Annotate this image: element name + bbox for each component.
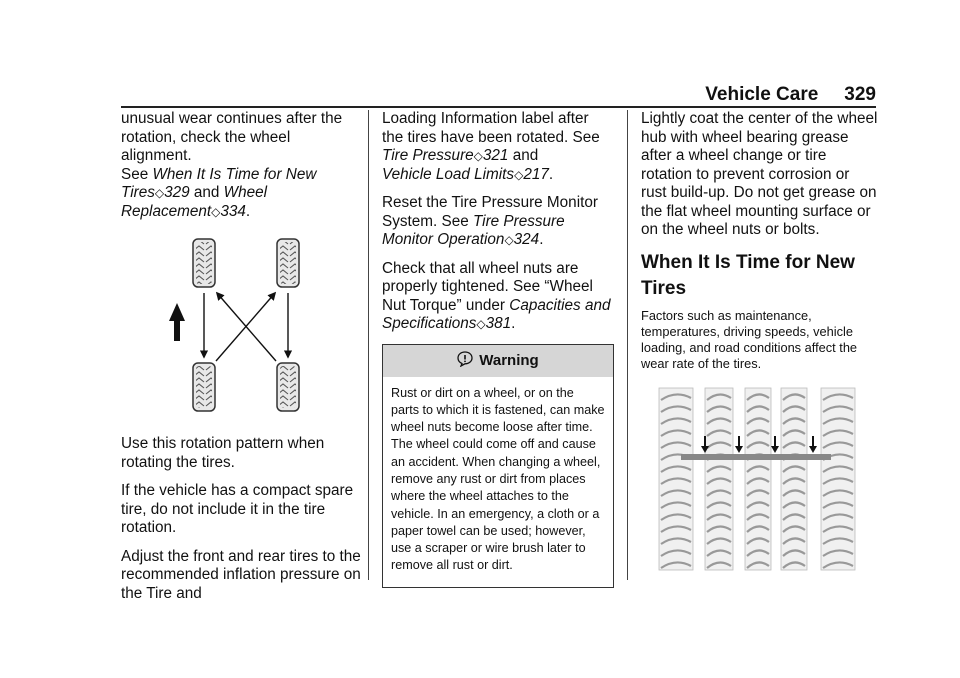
- tire-icon: [277, 239, 299, 287]
- text: and: [512, 147, 539, 164]
- link-wheel-replacement[interactable]: Wheel Replacement: [121, 184, 268, 220]
- page-ref[interactable]: 324: [513, 231, 540, 248]
- paragraph: Factors such as maintenance, temperatures, driving speeds, vehicle loading, and road conditions affect the wear rate of the tires.: [641, 307, 858, 371]
- arrow-icon: [809, 446, 817, 453]
- wear-bar: [681, 454, 831, 460]
- link-tire-pressure[interactable]: Tire Pressure: [382, 147, 474, 164]
- arrow-icon: [217, 293, 276, 361]
- forward-arrow-icon: [169, 303, 185, 341]
- warning-title: Warning: [479, 351, 539, 369]
- page-ref-icon: ◇: [211, 204, 221, 219]
- header-rule: [121, 106, 876, 108]
- page-ref-icon: ◇: [473, 149, 483, 163]
- paragraph: Adjust the front and rear tires to the recommended inflation pressure on the Tire and: [121, 547, 361, 602]
- section-title: Vehicle Care: [705, 84, 819, 105]
- page-ref-icon: ◇: [514, 167, 524, 182]
- paragraph: Lightly coat the center of the wheel hub with wheel bearing grease after a wheel change or tire rotation to prevent corrosion or rust build-up. Do not get grease on the flat wheel mounting surface or on the wheel nuts or bolts.: [641, 110, 878, 238]
- section-heading: When It Is Time for New Tires: [641, 251, 855, 299]
- text: and: [193, 184, 220, 201]
- arrow-icon: [771, 446, 779, 453]
- link-capacities-specs[interactable]: Capacities and Specifications: [382, 296, 611, 332]
- text: See: [572, 128, 600, 146]
- column-divider-2: [627, 110, 628, 580]
- column-1: [121, 110, 361, 613]
- column-2: [382, 110, 614, 588]
- tire-icon: [193, 239, 215, 287]
- tread-wear-diagram: [641, 386, 879, 596]
- text: Reset the Tire Pressure Monitor System. See: [382, 194, 598, 230]
- paragraph: If the vehicle has a compact spare tire, do not include it in the tire rotation.: [121, 482, 354, 536]
- running-header: [0, 84, 876, 106]
- text: Loading Information label after the tires have been rotated.: [382, 110, 589, 146]
- warning-text: Rust or dirt on a wheel, or on the parts to which it is fastened, can make wheel nuts become loose after time. The wheel could come off and cause an accident. When changing a wheel, remove any rust or dirt from places where the wheel attaches to the vehicle. In an emergency, a cloth or a paper towel can be used; however, use a scraper or wire brush later to remove all rust or dirt.: [391, 385, 605, 573]
- arrow-icon: [216, 293, 275, 361]
- tire-icon: [277, 363, 299, 411]
- arrow-icon: [735, 446, 743, 453]
- page-ref[interactable]: 334: [220, 202, 246, 220]
- page-number: 329: [844, 84, 876, 105]
- link-tpms-operation[interactable]: Tire Pressure Monitor Operation: [382, 212, 565, 248]
- paragraph: Loading Information label after the tires have been rotated. See Tire Pressure◇321 and Vehicle Load Limits◇217.: [382, 110, 600, 183]
- column-3: [641, 110, 879, 596]
- warning-header: [383, 345, 613, 377]
- page-ref-icon: ◇: [504, 233, 514, 247]
- paragraph: Reset the Tire Pressure Monitor System. See Tire Pressure Monitor Operation◇324.: [382, 194, 598, 248]
- text: Check that all wheel nuts are properly tightened. See “Wheel Nut Torque” under: [382, 259, 593, 314]
- column-divider-1: [368, 110, 369, 580]
- text: unusual wear continues after the rotation, check the wheel alignment.: [121, 110, 343, 164]
- page-ref[interactable]: 381: [485, 315, 512, 332]
- tire-rotation-diagram: [121, 221, 361, 431]
- tire-icon: [193, 363, 215, 411]
- page-ref[interactable]: 321: [482, 147, 509, 164]
- text: See: [121, 165, 149, 183]
- link-when-new-tires[interactable]: When It Is Time for New Tires: [121, 165, 317, 201]
- link-vehicle-load-limits[interactable]: Vehicle Load Limits: [382, 165, 515, 183]
- page-ref-icon: ◇: [476, 317, 486, 331]
- paragraph: Use this rotation pattern when rotating the tires.: [121, 435, 325, 471]
- paragraph: Check that all wheel nuts are properly tightened. See “Wheel Nut Torque” under Capacities and Specifications◇381.: [382, 259, 611, 332]
- paragraph: unusual wear continues after the rotation, check the wheel alignment. See When It Is Time for New Tires◇329 and Wheel Replacement◇334.: [121, 110, 343, 220]
- warning-icon: [457, 351, 473, 367]
- page-ref[interactable]: 329: [164, 184, 190, 201]
- page-ref[interactable]: 217: [523, 165, 549, 183]
- warning-box: [382, 344, 614, 588]
- page-ref-icon: ◇: [154, 186, 165, 200]
